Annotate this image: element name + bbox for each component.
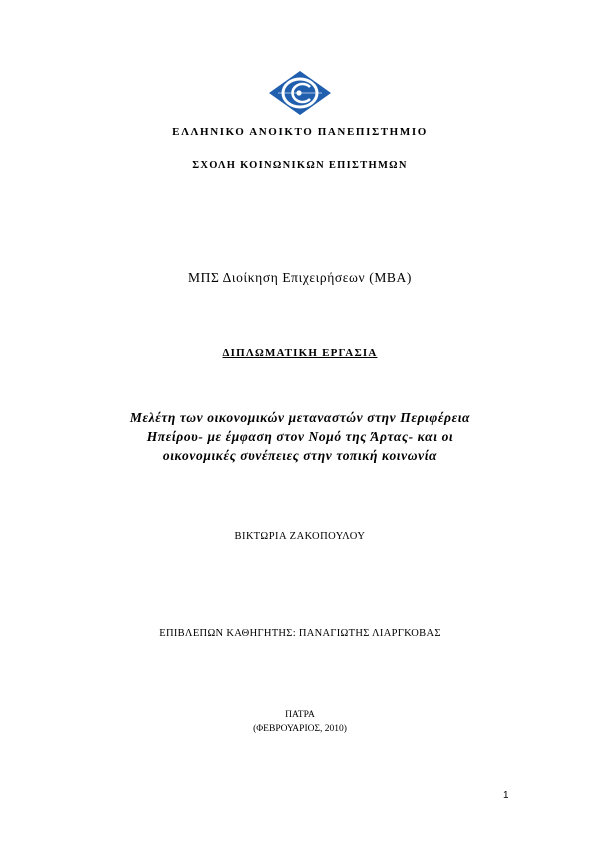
submission-date: (ΦΕΒΡΟΥΑΡΙΟΣ, 2010) (253, 724, 347, 734)
school-name: ΣΧΟΛΗ ΚΟΙΝΩΝΙΚΩΝ ΕΠΙΣΤΗΜΩΝ (192, 160, 408, 171)
program-name: ΜΠΣ Διοίκηση Επιχειρήσεων (ΜΒΑ) (188, 270, 412, 285)
supervisor-line: ΕΠΙΒΛΕΠΩΝ ΚΑΘΗΓΗΤΗΣ: ΠΑΝΑΓΙΩΤΗΣ ΛΙΑΡΓΚΟΒΑΣ (159, 628, 441, 639)
thesis-title-line: Μελέτη των οικονομικών μεταναστών στην Περιφέρεια (129, 410, 471, 425)
thesis-title-line: Ηπείρου- με έμφαση στον Νομό της Άρτας- και οι (146, 429, 454, 444)
thesis-title (0, 408, 600, 465)
university-name: ΕΛΛΗΝΙΚΟ ΑΝΟΙΚΤΟ ΠΑΝΕΠΙΣΤΗΜΙΟ (172, 126, 428, 138)
page-number: 1 (503, 790, 509, 801)
author-name: ΒΙΚΤΩΡΙΑ ΖΑΚΟΠΟΥΛΟΥ (234, 531, 366, 542)
place-of-submission: ΠΑΤΡΑ (285, 710, 315, 720)
university-logo-icon (268, 70, 332, 116)
thesis-type-label: ΔΙΠΛΩΜΑΤΙΚΗ ΕΡΓΑΣΙΑ (222, 347, 378, 359)
thesis-title-line: οικονομικές συνέπειες στην τοπική κοινωνία (162, 448, 438, 463)
thesis-type-heading (0, 347, 600, 359)
